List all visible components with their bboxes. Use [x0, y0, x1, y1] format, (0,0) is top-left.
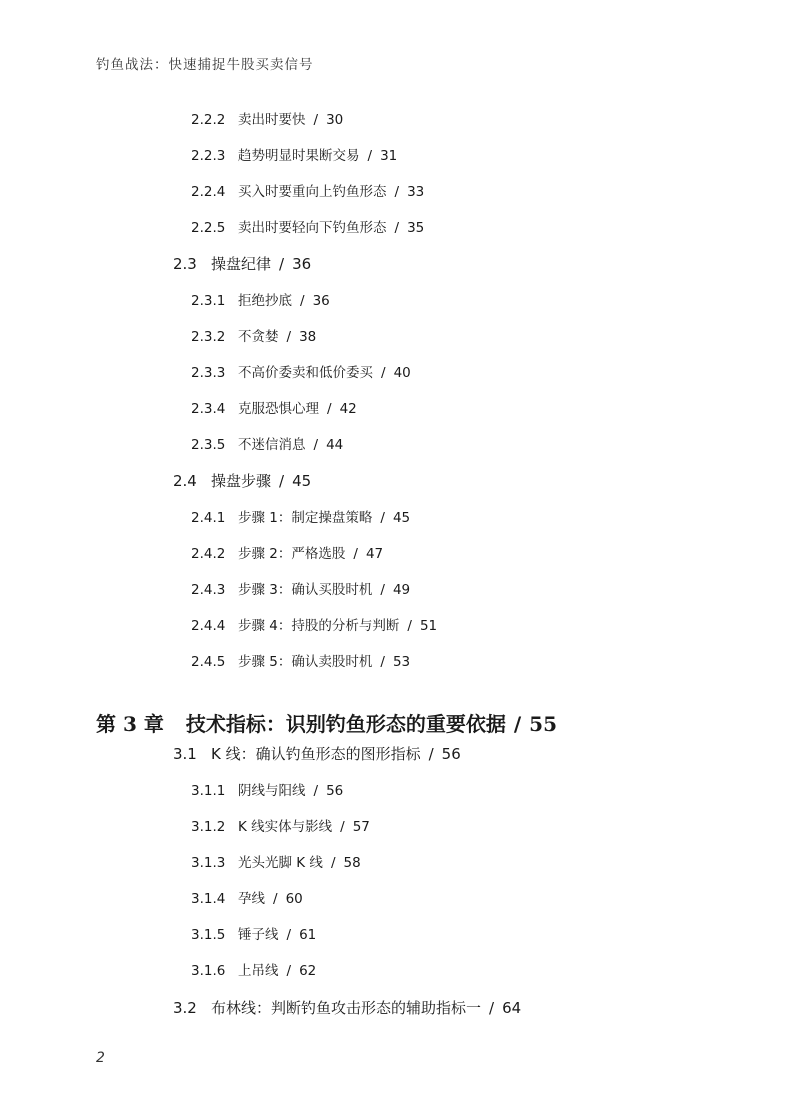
toc-entry-separator: /: [313, 783, 319, 799]
toc-entry-page: 47: [365, 546, 384, 562]
toc-entry-number: 2.4.1: [191, 510, 226, 526]
toc-entry-number: 2.3.1: [191, 293, 226, 309]
toc-entry-title: K 线实体与影线: [238, 819, 333, 835]
toc-entry-number: 2.2.5: [191, 220, 226, 236]
toc-entry-title: 操盘纪律: [211, 255, 272, 273]
toc-entry: [191, 506, 410, 526]
toc-entry-separator: /: [279, 472, 285, 490]
toc-entry-number: 2.3: [173, 255, 197, 273]
toc-entry-title: 克服恐惧心理: [238, 401, 319, 417]
toc-entry: [173, 743, 461, 764]
toc-entry-title: 不贪婪: [238, 329, 279, 345]
toc-entry: [191, 923, 316, 943]
toc-entry-page: 61: [299, 927, 317, 943]
toc-entry-page: 62: [299, 963, 317, 979]
toc-entry-number: 3.2: [173, 999, 197, 1017]
toc-entry: [191, 397, 357, 417]
toc-entry-title: 步骤 1：制定操盘策略: [238, 510, 373, 526]
toc-entry-separator: /: [380, 510, 385, 526]
toc-entry-page: 58: [343, 855, 361, 871]
toc-entry: [191, 959, 316, 979]
toc-entry: [191, 542, 383, 562]
toc-entry: [173, 253, 311, 274]
toc-entry-number: 3.1.6: [191, 963, 226, 979]
toc-entry-page: 44: [326, 437, 344, 453]
toc-entry-number: 3.1.2: [191, 819, 226, 835]
toc-entry-number: 3.1: [173, 745, 197, 763]
toc-entry-title: 买入时要重向上钓鱼形态: [238, 184, 387, 200]
toc-entry-separator: /: [513, 712, 522, 736]
toc-entry-title: K 线：确认钓鱼形态的图形指标: [211, 745, 421, 763]
toc-entry-title: 锤子线: [238, 927, 279, 943]
toc-entry-separator: /: [380, 654, 385, 670]
toc-entry-page: 38: [299, 329, 317, 345]
toc-entry: [191, 815, 370, 835]
toc-entry-separator: /: [313, 437, 319, 453]
toc-entry: [191, 614, 437, 634]
toc-entry-title: 步骤 5：确认卖股时机: [238, 654, 373, 670]
toc-entry: [191, 779, 343, 799]
toc-chapter-entry: [96, 708, 557, 737]
toc-entry-number: 2.2.2: [191, 112, 226, 128]
toc-entry-page: 35: [407, 220, 425, 236]
toc-entry-page: 36: [312, 293, 330, 309]
toc-entry-title: 技术指标：识别钓鱼形态的重要依据: [185, 712, 506, 736]
toc-entry-number: 2.4.2: [191, 546, 226, 562]
toc-entry: [191, 578, 410, 598]
toc-entry-separator: /: [279, 255, 285, 273]
toc-entry: [191, 180, 424, 200]
toc-entry-separator: /: [286, 329, 292, 345]
toc-entry-number: 第 3 章: [96, 712, 164, 736]
toc-entry-separator: /: [340, 819, 345, 835]
toc-entry-number: 3.1.3: [191, 855, 226, 871]
toc-entry-title: 步骤 3：确认买股时机: [238, 582, 373, 598]
toc-entry-title: 孕线: [238, 891, 265, 907]
toc-entry-title: 上吊线: [238, 963, 279, 979]
toc-entry-number: 3.1.4: [191, 891, 226, 907]
toc-entry-number: 2.3.3: [191, 365, 226, 381]
toc-entry: [191, 650, 410, 670]
toc-entry-separator: /: [300, 293, 305, 309]
toc-entry-number: 2.4: [173, 472, 197, 490]
toc-entry: [191, 108, 343, 128]
toc-entry: [191, 361, 411, 381]
toc-entry-page: 60: [285, 891, 303, 907]
toc-entry-number: 2.4.4: [191, 618, 226, 634]
toc-entry-separator: /: [489, 999, 495, 1017]
toc-entry-separator: /: [381, 365, 386, 381]
toc-entry-page: 30: [326, 112, 344, 128]
toc-entry: [191, 887, 303, 907]
toc-entry-page: 36: [292, 255, 312, 273]
toc-entry-number: 3.1.1: [191, 783, 226, 799]
toc-entry: [191, 144, 397, 164]
toc-entry: [191, 851, 361, 871]
toc-entry-number: 2.3.2: [191, 329, 226, 345]
toc-entry-page: 42: [339, 401, 357, 417]
toc-entry-title: 卖出时要快: [238, 112, 306, 128]
toc-entry-separator: /: [330, 855, 336, 871]
page-number: 2: [96, 1050, 105, 1066]
toc-entry-title: 卖出时要轻向下钓鱼形态: [238, 220, 387, 236]
toc-entry-number: 2.2.4: [191, 184, 226, 200]
toc-entry-page: 57: [352, 819, 370, 835]
toc-entry-page: 33: [407, 184, 425, 200]
toc-entry: [191, 289, 330, 309]
toc-entry-separator: /: [353, 546, 358, 562]
toc-entry-title: 操盘步骤: [211, 472, 272, 490]
toc-entry-separator: /: [286, 963, 292, 979]
toc-entry-separator: /: [380, 582, 385, 598]
toc-entry-title: 不高价委卖和低价委买: [238, 365, 373, 381]
toc-entry-separator: /: [394, 220, 400, 236]
toc-entry-number: 2.4.3: [191, 582, 226, 598]
toc-entry-number: 2.3.5: [191, 437, 226, 453]
toc-entry-title: 光头光脚 K 线: [238, 855, 323, 871]
toc-entry: [173, 997, 521, 1018]
toc-entry-separator: /: [367, 148, 373, 164]
toc-entry-number: 2.2.3: [191, 148, 226, 164]
toc-entry-separator: /: [327, 401, 332, 417]
toc-entry-number: 2.4.5: [191, 654, 226, 670]
toc-entry-page: 55: [529, 712, 557, 736]
running-header: 钓鱼战法：快速捕捉牛股买卖信号: [96, 57, 314, 73]
toc-entry: [173, 470, 311, 491]
toc-entry-page: 45: [392, 510, 411, 526]
toc-entry-page: 49: [392, 582, 411, 598]
toc-entry-title: 步骤 4：持股的分析与判断: [238, 618, 400, 634]
toc-entry-title: 布林线：判断钓鱼攻击形态的辅助指标一: [211, 999, 482, 1017]
toc-entry-page: 51: [419, 618, 438, 634]
toc-entry-number: 3.1.5: [191, 927, 226, 943]
toc-entry: [191, 216, 424, 236]
toc-entry-separator: /: [394, 184, 400, 200]
toc-entry: [191, 325, 316, 345]
toc-entry: [191, 433, 343, 453]
toc-entry-separator: /: [407, 618, 412, 634]
toc-entry-separator: /: [273, 891, 278, 907]
toc-entry-page: 56: [441, 745, 461, 763]
toc-entry-title: 拒绝抄底: [238, 293, 292, 309]
toc-entry-page: 45: [292, 472, 312, 490]
toc-entry-title: 趋势明显时果断交易: [238, 148, 360, 164]
toc-entry-separator: /: [313, 112, 319, 128]
toc-entry-page: 40: [393, 365, 411, 381]
toc-entry-page: 56: [326, 783, 344, 799]
toc-entry-title: 阴线与阳线: [238, 783, 306, 799]
toc-entry-number: 2.3.4: [191, 401, 226, 417]
toc-entry-page: 53: [392, 654, 411, 670]
toc-entry-separator: /: [286, 927, 292, 943]
toc-entry-title: 步骤 2：严格选股: [238, 546, 346, 562]
toc-entry-separator: /: [428, 745, 434, 763]
toc-entry-page: 31: [380, 148, 398, 164]
toc-entry-page: 64: [502, 999, 522, 1017]
toc-entry-title: 不迷信消息: [238, 437, 306, 453]
